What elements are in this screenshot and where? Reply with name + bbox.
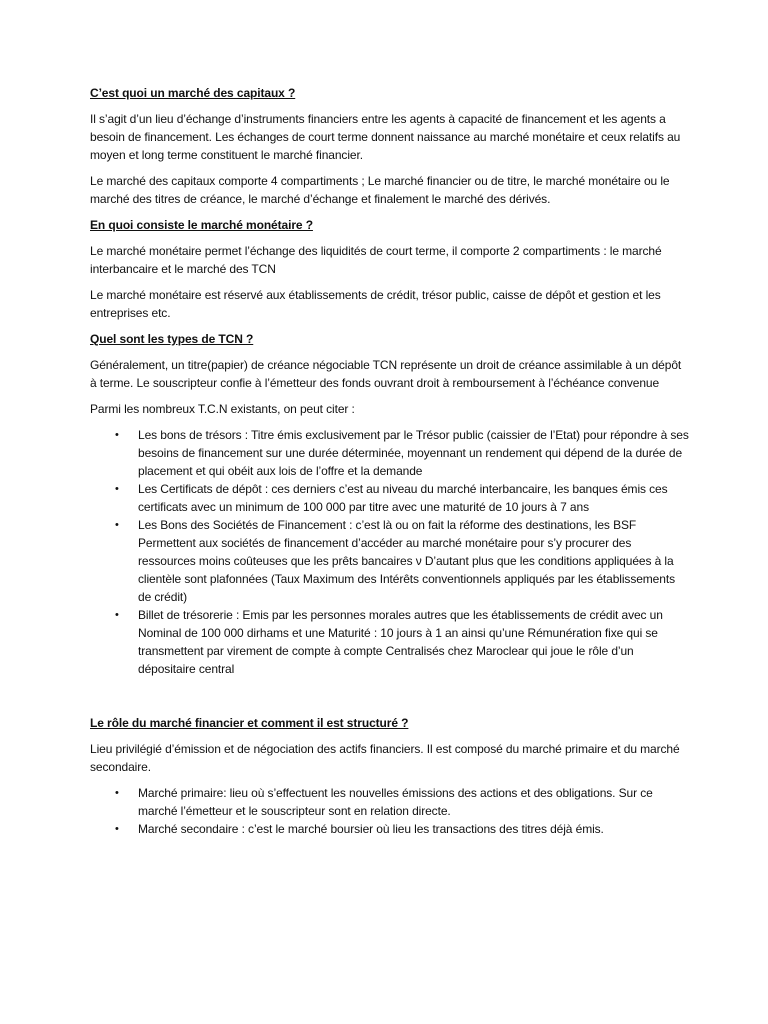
bullet-icon: • (115, 823, 119, 835)
paragraph: Parmi les nombreux T.C.N existants, on peut citer : (90, 402, 355, 416)
market-bullet-list (90, 784, 690, 838)
list-item (90, 480, 690, 516)
bullet-icon: • (115, 519, 119, 531)
bullet-icon: • (115, 609, 119, 621)
section-heading-tcn-types: Quel sont les types de TCN ? (90, 332, 254, 346)
list-item (90, 426, 690, 480)
bullet-icon: • (115, 483, 119, 495)
paragraph: Il s’agit d’un lieu d’échange d’instruments financiers entre les agents à capacité de financement et les agents a besoin de financement. Les échanges de court terme donnent naissance au marché monétaire et ceux relatifs au moyen et long terme constituent le marché financier. (90, 112, 681, 162)
tcn-bullet-list (90, 426, 690, 678)
list-item-text: Marché primaire: lieu où s’effectuent les nouvelles émissions des actions et des obligations. Sur ce marché l’émetteur et le souscripteur sont en relation directe. (138, 786, 653, 818)
section-heading-money-market: En quoi consiste le marché monétaire ? (90, 218, 313, 232)
paragraph: Le marché monétaire est réservé aux établissements de crédit, trésor public, caisse de dépôt et gestion et les entreprises etc. (90, 288, 661, 320)
list-item (90, 784, 690, 820)
bullet-icon: • (115, 429, 119, 441)
section-heading-financial-market: Le rôle du marché financier et comment il est structuré ? (90, 716, 409, 730)
section-heading-capital-market: C’est quoi un marché des capitaux ? (90, 86, 296, 100)
list-item-text: Les Bons des Sociétés de Financement : c’est là ou on fait la réforme des destinations, les BSF Permettent aux sociétés de financement d’accéder au marché monétaire pour s’y procurer des ressources moins coûteuses que les prêts bancaires ν D’autant plus que les conditions appliquées à la clientèle sont plafonnées (Taux Maximum des Intérêts conventionnels appliqués par les établissements de crédit) (138, 518, 675, 604)
paragraph: Le marché monétaire permet l’échange des liquidités de court terme, il comporte 2 compartiments : le marché interbancaire et le marché des TCN (90, 244, 662, 276)
list-item-text: Les Certificats de dépôt : ces derniers c’est au niveau du marché interbancaire, les banques émis ces certificats avec un minimum de 100 000 par titre avec une maturité de 10 jours à 7 ans (138, 482, 668, 514)
bullet-icon: • (115, 787, 119, 799)
list-item (90, 516, 690, 606)
paragraph: Généralement, un titre(papier) de créance négociable TCN représente un droit de créance assimilable à un dépôt à terme. Le souscripteur confie à l’émetteur des fonds ouvrant droit à remboursement à l’échéance convenue (90, 358, 682, 390)
paragraph: Le marché des capitaux comporte 4 compartiments ; Le marché financier ou de titre, le marché monétaire ou le marché des titres de créance, le marché d’échange et finalement le marché des dérivés. (90, 174, 670, 206)
document-page (90, 84, 690, 846)
list-item-text: Marché secondaire : c’est le marché boursier où lieu les transactions des titres déjà émis. (138, 822, 604, 836)
list-item-text: Les bons de trésors : Titre émis exclusivement par le Trésor public (caissier de l’Etat) pour répondre à ses besoins de financement sur une durée déterminée, moyennant un rendement qui dépend de la durée de placement et qui obéit aux lois de l’offre et la demande (138, 428, 689, 478)
paragraph: Lieu privilégié d’émission et de négociation des actifs financiers. Il est composé du marché primaire et du marché secondaire. (90, 742, 680, 774)
list-item-text: Billet de trésorerie : Emis par les personnes morales autres que les établissements de crédit avec un Nominal de 100 000 dirhams et une Maturité : 10 jours à 1 an ainsi qu’une Rémunération fixe qui se transmettent par virement de compte à compte Centralisés chez Maroclear qui joue le rôle d’un dépositaire central (138, 608, 663, 676)
list-item (90, 820, 690, 838)
spacer (90, 686, 690, 714)
list-item (90, 606, 690, 678)
